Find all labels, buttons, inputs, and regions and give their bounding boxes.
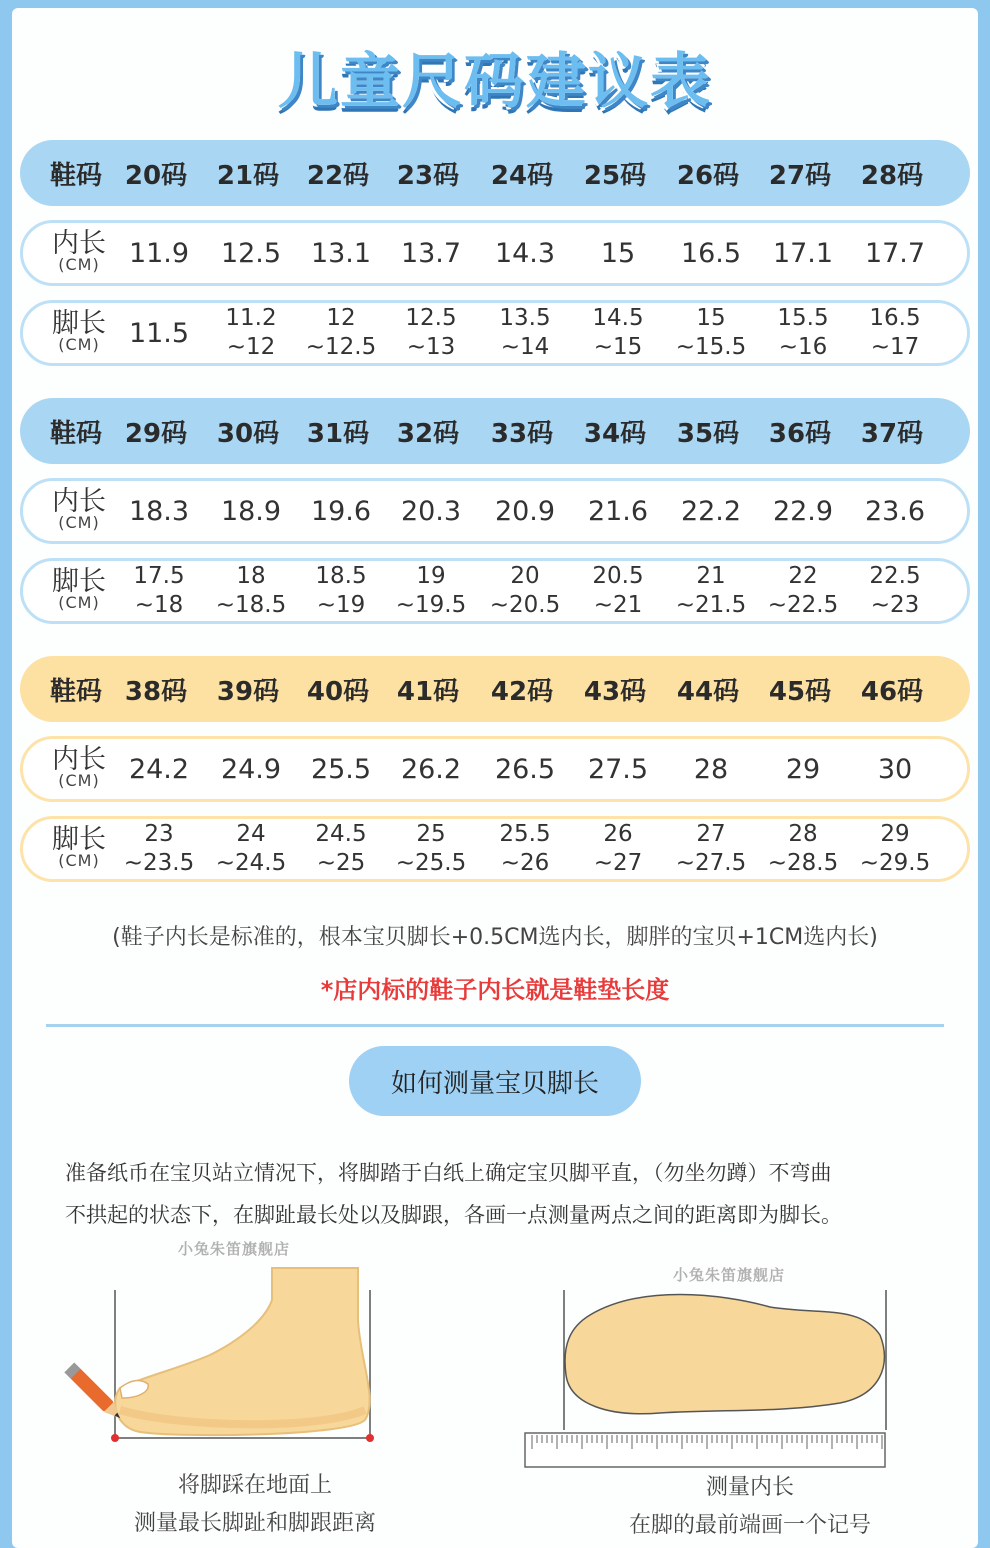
inner-length-cell: 20.3 (400, 495, 462, 527)
foot-length-cell (847, 819, 943, 879)
foot-length-min: 17.5 (133, 563, 185, 589)
inner-length-cell: 16.5 (680, 237, 742, 269)
inner-length-cell: 30 (877, 753, 913, 785)
foot-length-cell (570, 303, 666, 363)
label-size: 鞋码 (49, 676, 102, 707)
foot-length-cell (755, 561, 851, 621)
size-cell: 21码 (216, 160, 280, 191)
inner-length-cell: 22.9 (772, 495, 834, 527)
inner-length-cell: 29 (785, 753, 821, 785)
size-cell: 26码 (676, 160, 740, 191)
foot-side-illustration (60, 1260, 390, 1450)
divider (46, 1024, 944, 1027)
size-cell: 35码 (676, 418, 740, 449)
note-insole: *店内标的鞋子内长就是鞋垫长度 (320, 976, 670, 1004)
foot-length-max: ~27 (593, 850, 643, 876)
foot-length-max: ~15.5 (675, 334, 747, 360)
note-inner-length: (鞋子内长是标准的，根本宝贝脚长+0.5CM选内长，脚胖的宝贝+1CM选内长) (112, 925, 878, 950)
foot-length-max: ~27.5 (675, 850, 747, 876)
size-header-row (20, 656, 970, 722)
size-cell: 37码 (860, 418, 924, 449)
foot-length-min: 24 (236, 821, 266, 847)
size-cell: 32码 (396, 418, 460, 449)
inner-length-cell: 18.3 (128, 495, 190, 527)
size-cell: 28码 (860, 160, 924, 191)
size-cell: 31码 (306, 418, 370, 449)
inner-length-row (20, 220, 970, 286)
foot-length-max: ~14 (500, 334, 550, 360)
size-header-row (20, 140, 970, 206)
foot-length-cell (663, 561, 759, 621)
foot-length-max: ~21.5 (675, 592, 747, 618)
size-cell: 27码 (768, 160, 832, 191)
label-unit: (CM) (58, 851, 100, 870)
foot-length-min: 12.5 (405, 305, 457, 331)
foot-length-cell (663, 819, 759, 879)
size-cell: 22码 (306, 160, 370, 191)
foot-length-min: 24.5 (315, 821, 367, 847)
foot-length-min: 13.5 (499, 305, 551, 331)
foot-length-cell (755, 303, 851, 363)
foot-length-min: 16.5 (869, 305, 921, 331)
inner-length-cell: 15 (600, 237, 636, 269)
foot-length-row (20, 558, 970, 624)
size-cell: 24码 (490, 160, 554, 191)
foot-length-cell (203, 561, 299, 621)
inner-length-cell: 14.3 (494, 237, 556, 269)
foot-length-max: ~20.5 (489, 592, 561, 618)
foot-length-max: ~29.5 (859, 850, 931, 876)
inner-length-cell: 18.9 (220, 495, 282, 527)
foot-length-max: ~15 (593, 334, 643, 360)
foot-length-min: 15.5 (777, 305, 829, 331)
inner-length-cell: 22.2 (680, 495, 742, 527)
foot-length-min: 28 (788, 821, 818, 847)
foot-length-cell (847, 561, 943, 621)
foot-length-max: ~23 (870, 592, 920, 618)
label-unit: (CM) (58, 513, 100, 532)
label-text: 脚长 (52, 824, 106, 855)
label-unit: (CM) (58, 335, 100, 354)
instruction-line-2: 不拱起的状态下，在脚趾最长处以及脚跟，各画一点测量两点之间的距离即为脚长。 (65, 1203, 842, 1227)
foot-length-max: ~23.5 (123, 850, 195, 876)
inner-length-cell: 25.5 (310, 753, 372, 785)
label-unit: (CM) (58, 255, 100, 274)
size-cell: 41码 (396, 676, 460, 707)
foot-length-min: 11.2 (225, 305, 277, 331)
inner-length-row (20, 736, 970, 802)
foot-icon (115, 1268, 370, 1435)
size-cell: 36码 (768, 418, 832, 449)
size-cell: 34码 (583, 418, 647, 449)
label-text: 内长 (52, 228, 106, 259)
foot-length-cell (203, 819, 299, 879)
foot-length-max: ~19 (316, 592, 366, 618)
brand-watermark-right: 小兔朱笛旗舰店 (673, 1266, 786, 1284)
insole-illustration (520, 1285, 890, 1470)
foot-length-cell (293, 819, 389, 879)
how-to-measure-heading: 如何测量宝贝脚长 (349, 1046, 641, 1116)
inner-length-cell: 19.6 (310, 495, 372, 527)
size-header-row (20, 398, 970, 464)
inner-length-cell: 20.9 (494, 495, 556, 527)
size-cell: 40码 (306, 676, 370, 707)
foot-length-min: 22 (788, 563, 818, 589)
label-unit: (CM) (58, 771, 100, 790)
caption-right-line-1: 测量内长 (705, 1475, 794, 1500)
size-cell: 23码 (396, 160, 460, 191)
ruler-icon (525, 1433, 885, 1467)
size-cell: 25码 (583, 160, 647, 191)
foot-length-max: ~18.5 (215, 592, 287, 618)
foot-length-min: 20.5 (592, 563, 644, 589)
inner-length-cell: 11.9 (128, 237, 190, 269)
brand-watermark-left: 小兔朱笛旗舰店 (178, 1240, 291, 1258)
foot-length-max: ~19.5 (395, 592, 467, 618)
foot-length-cell (477, 819, 573, 879)
foot-length-min: 26 (603, 821, 633, 847)
foot-length-max: ~13 (406, 334, 456, 360)
foot-length-cell (847, 303, 943, 363)
foot-length-cell (293, 303, 389, 363)
foot-length-cell (293, 561, 389, 621)
foot-length-max: ~25 (316, 850, 366, 876)
caption-left-line-1: 将脚踩在地面上 (177, 1473, 332, 1498)
inner-length-cell: 13.7 (400, 237, 462, 269)
size-cell: 39码 (216, 676, 280, 707)
inner-length-cell: 13.1 (310, 237, 372, 269)
foot-length-max: ~26 (500, 850, 550, 876)
inner-length-cell: 24.2 (128, 753, 190, 785)
foot-length-row (20, 300, 970, 366)
inner-length-cell: 23.6 (864, 495, 926, 527)
label-text: 脚长 (52, 566, 106, 597)
foot-length-cell (570, 561, 666, 621)
page-title: 儿童尺码建议表 (278, 47, 712, 117)
foot-length-max: ~17 (870, 334, 920, 360)
label-text: 脚长 (52, 308, 106, 339)
foot-length-min: 11.5 (128, 317, 190, 349)
foot-length-cell (111, 561, 207, 621)
foot-length-max: ~18 (134, 592, 184, 618)
inner-length-cell: 12.5 (220, 237, 282, 269)
foot-length-cell (111, 819, 207, 879)
size-cell: 33码 (490, 418, 554, 449)
size-cell: 45码 (768, 676, 832, 707)
inner-length-cell: 26.2 (400, 753, 462, 785)
inner-length-cell: 24.9 (220, 753, 282, 785)
foot-length-min: 22.5 (869, 563, 921, 589)
foot-length-row (20, 816, 970, 882)
foot-length-min: 23 (144, 821, 174, 847)
size-cell: 29码 (124, 418, 188, 449)
caption-right-line-2: 在脚的最前端画一个记号 (628, 1513, 871, 1538)
caption-left-line-2: 测量最长脚趾和脚跟距离 (133, 1511, 376, 1536)
label-unit: (CM) (58, 593, 100, 612)
inner-length-cell: 27.5 (587, 753, 649, 785)
foot-length-max: ~25.5 (395, 850, 467, 876)
foot-length-min: 21 (696, 563, 726, 589)
size-cell: 30码 (216, 418, 280, 449)
foot-length-min: 27 (696, 821, 726, 847)
foot-length-cell (570, 819, 666, 879)
size-cell: 43码 (583, 676, 647, 707)
inner-length-cell: 26.5 (494, 753, 556, 785)
inner-length-cell: 28 (693, 753, 729, 785)
foot-length-cell (477, 303, 573, 363)
foot-length-cell (383, 561, 479, 621)
foot-length-max: ~22.5 (767, 592, 839, 618)
foot-length-max: ~12.5 (305, 334, 377, 360)
foot-length-min: 19 (416, 563, 446, 589)
foot-length-min: 12 (326, 305, 356, 331)
foot-length-max: ~16 (778, 334, 828, 360)
foot-length-max: ~24.5 (215, 850, 287, 876)
foot-length-min: 18 (236, 563, 266, 589)
label-text: 内长 (52, 486, 106, 517)
foot-length-min: 29 (880, 821, 910, 847)
size-cell: 42码 (490, 676, 554, 707)
foot-length-min: 14.5 (592, 305, 644, 331)
insole-icon (565, 1295, 884, 1414)
foot-length-cell (203, 303, 299, 363)
foot-length-min: 15 (696, 305, 726, 331)
foot-length-max: ~28.5 (767, 850, 839, 876)
foot-length-max: ~12 (226, 334, 276, 360)
foot-length-cell (111, 303, 207, 363)
inner-length-row (20, 478, 970, 544)
foot-length-min: 25 (416, 821, 446, 847)
foot-length-cell (477, 561, 573, 621)
size-cell: 38码 (124, 676, 188, 707)
inner-length-cell: 17.1 (772, 237, 834, 269)
toe-dot (111, 1434, 119, 1442)
label-text: 内长 (52, 744, 106, 775)
foot-length-min: 18.5 (315, 563, 367, 589)
foot-length-min: 20 (510, 563, 540, 589)
foot-length-cell (383, 303, 479, 363)
foot-length-cell (755, 819, 851, 879)
foot-length-cell (663, 303, 759, 363)
label-size: 鞋码 (49, 418, 102, 449)
inner-length-cell: 17.7 (864, 237, 926, 269)
size-cell: 44码 (676, 676, 740, 707)
size-cell: 46码 (860, 676, 924, 707)
foot-length-min: 25.5 (499, 821, 551, 847)
inner-length-cell: 21.6 (587, 495, 649, 527)
instruction-line-1: 准备纸币在宝贝站立情况下，将脚踏于白纸上确定宝贝脚平直，（勿坐勿蹲）不弯曲 (65, 1161, 832, 1185)
heel-dot (366, 1434, 374, 1442)
foot-length-cell (383, 819, 479, 879)
foot-length-max: ~21 (593, 592, 643, 618)
label-size: 鞋码 (49, 160, 102, 191)
size-cell: 20码 (124, 160, 188, 191)
